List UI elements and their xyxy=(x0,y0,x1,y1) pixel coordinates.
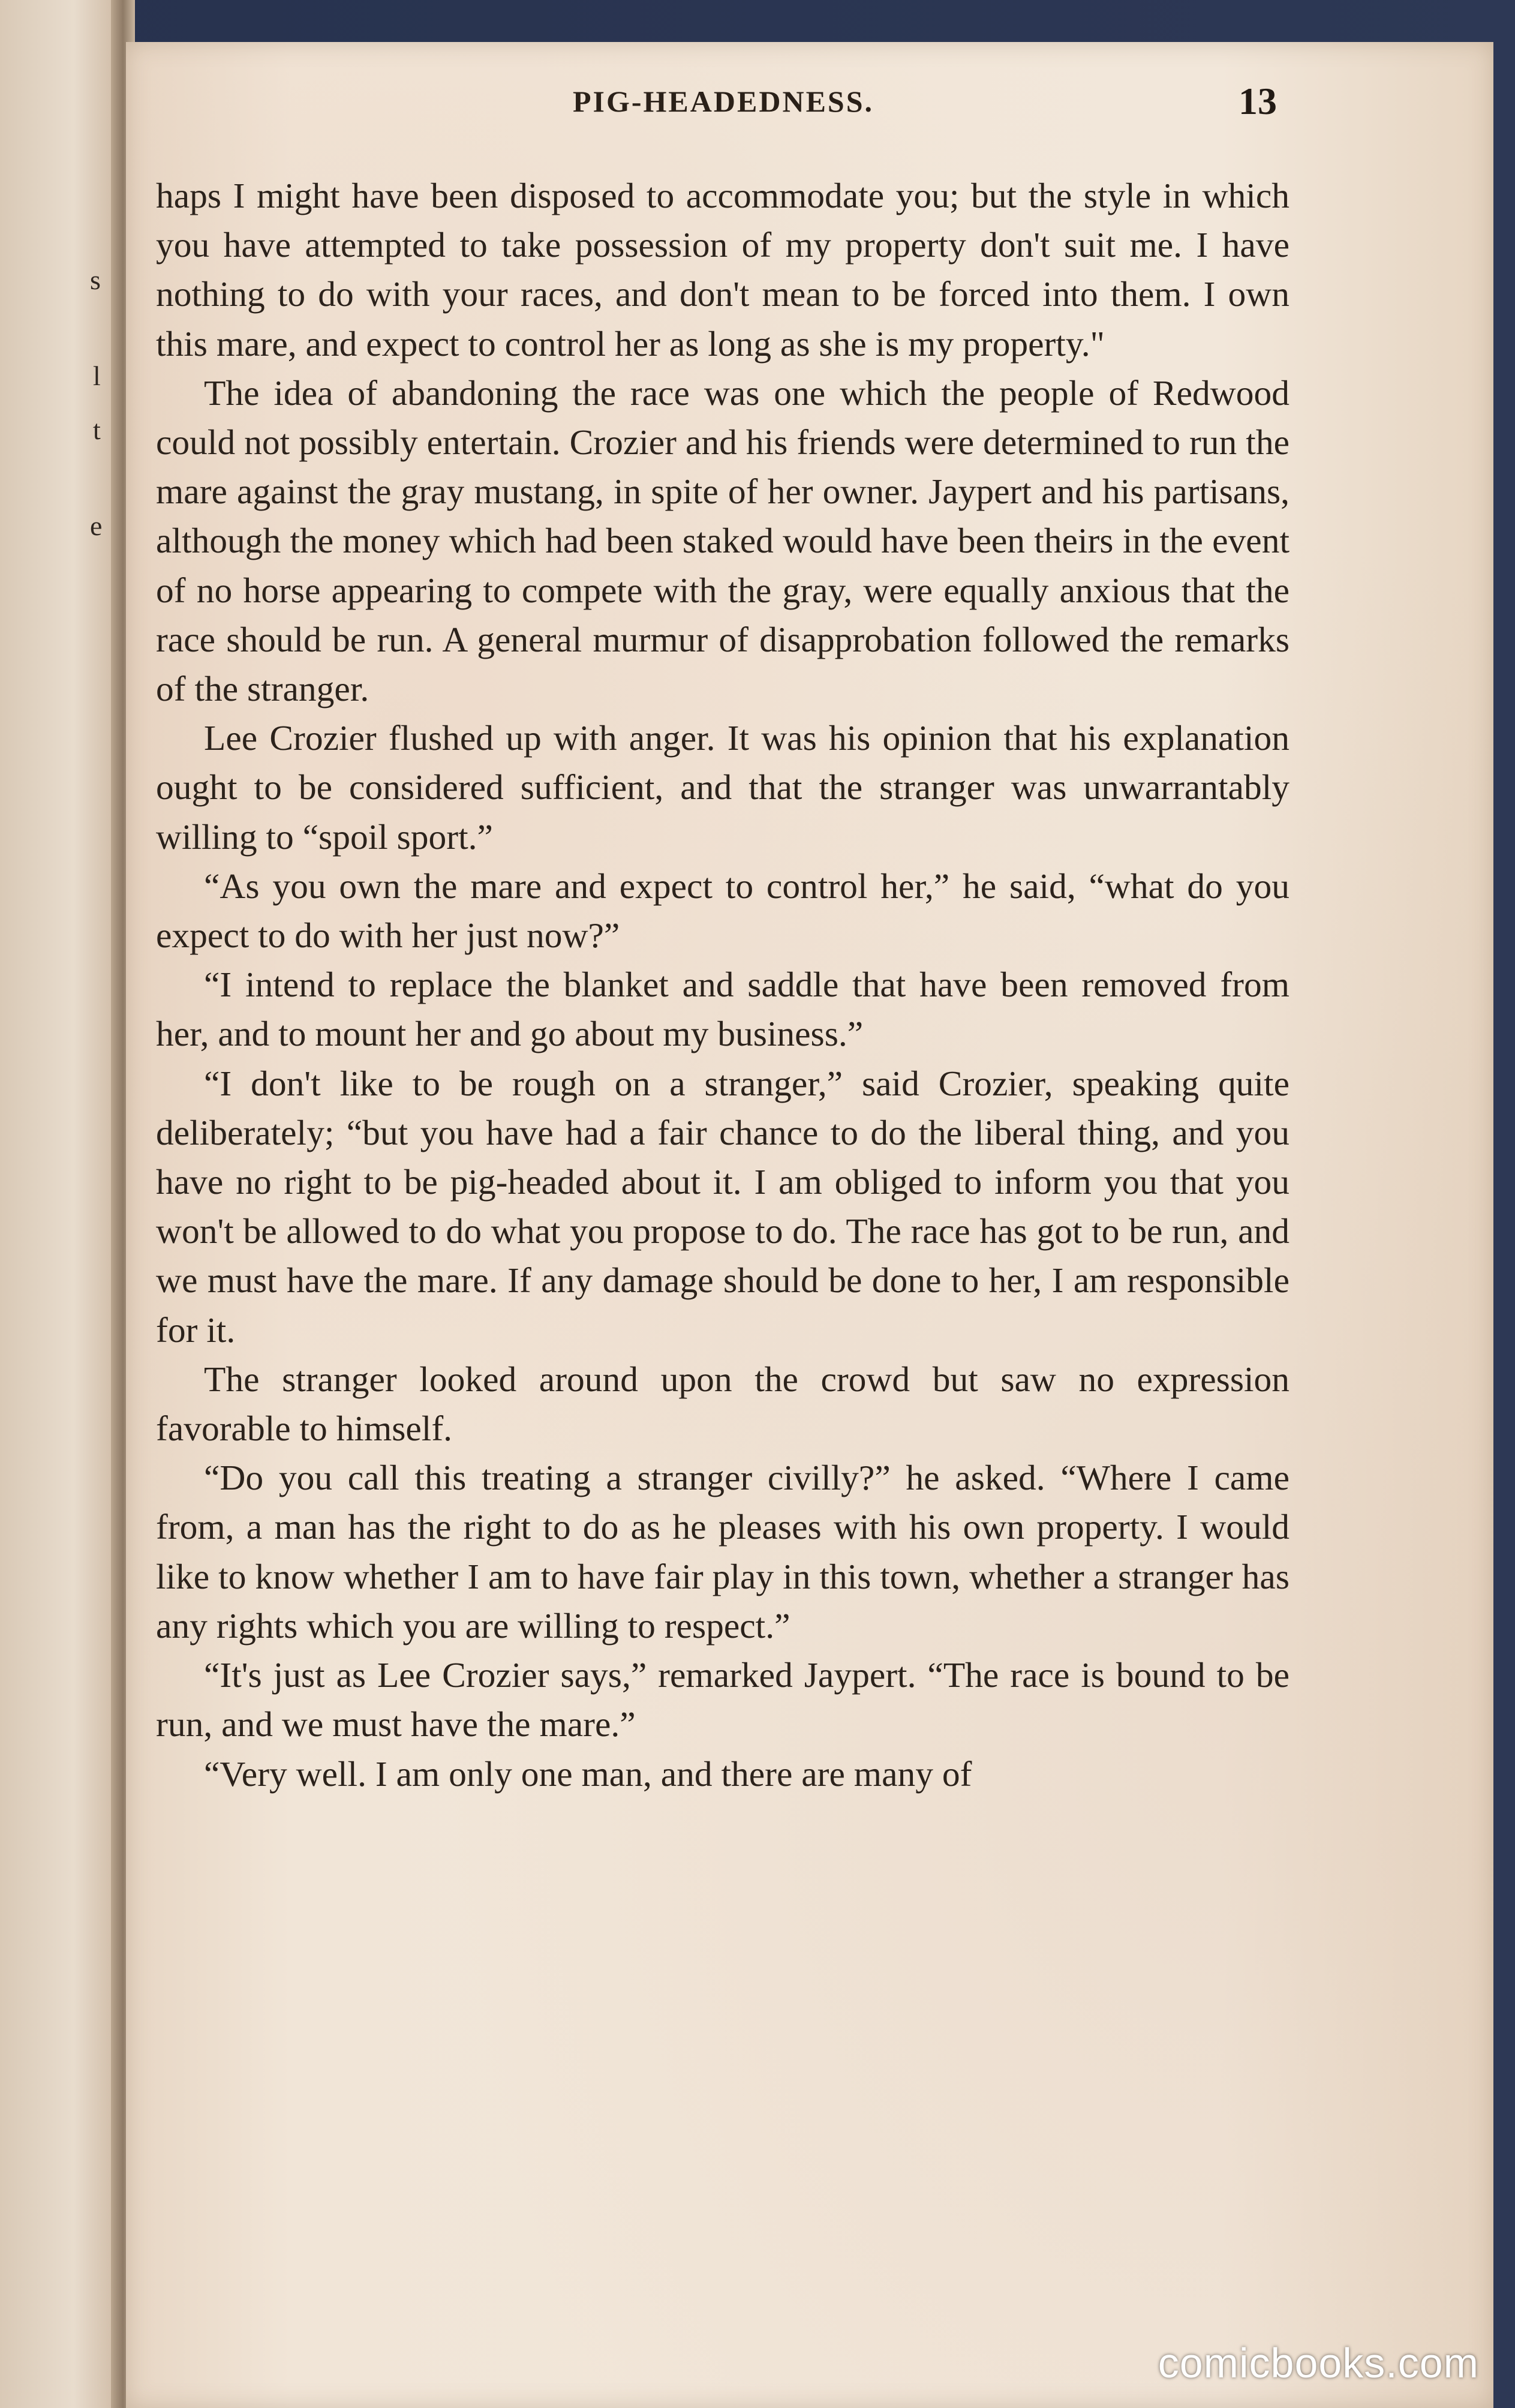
paragraph: Lee Crozier flushed up with anger. It was his opinion that his explanation ought to be considered sufficient, and that the stranger was unwarrantably willing to “spoil sport.” xyxy=(156,718,1289,857)
page-number: 13 xyxy=(1239,80,1277,122)
body-text xyxy=(156,171,1289,1799)
left-page-fragment: s xyxy=(90,265,101,295)
paragraph: “As you own the mare and expect to control her,” he said, “what do you expect to do with her just now?” xyxy=(156,866,1289,956)
paragraph: haps I might have been disposed to accommodate you; but the style in which you have attempted to take possession of my property don't suit me. I have nothing to do with your races, and don't mean to be forced into them. I own this mare, and expect to control her as long as she is my property." xyxy=(156,176,1289,364)
paragraph: “It's just as Lee Crozier says,” remarked Jaypert. “The race is bound to be run, and we must have the mare.” xyxy=(156,1655,1289,1745)
book-page xyxy=(126,42,1493,2408)
paragraph: “Do you call this treating a stranger civilly?” he asked. “Where I came from, a man has the right to do as he pleases with his own property. I would like to know whether I am to have fair play in this town, whether a stranger has any rights which you are willing to respect.” xyxy=(156,1458,1289,1646)
running-title: PIG-HEADEDNESS. xyxy=(573,85,874,118)
paragraph: “Very well. I am only one man, and there are many of xyxy=(204,1754,972,1794)
paragraph: “I don't like to be rough on a stranger,” said Crozier, speaking quite deliberately; “but you have had a fair chance to do the liberal thing, and you have no right to be pig-headed about it. I am obliged to inform you that you won't be allowed to do what you propose to do. The race has got to be run, and we must have the mare. If any damage should be done to her, I am responsible for it. xyxy=(156,1063,1289,1350)
left-page-fragment: e xyxy=(90,511,103,541)
previous-page-edge xyxy=(0,0,123,2408)
left-page-fragment: l xyxy=(93,361,101,391)
watermark: comicbooks.com xyxy=(1158,2340,1479,2386)
running-head xyxy=(126,80,1493,126)
paragraph: The stranger looked around upon the crowd but saw no expression favorable to himself. xyxy=(156,1359,1289,1449)
paragraph: “I intend to replace the blanket and saddle that have been removed from her, and to mount her and go about my business.” xyxy=(156,965,1289,1054)
left-page-fragment: t xyxy=(93,415,101,445)
paragraph: The idea of abandoning the race was one which the people of Redwood could not possibly entertain. Crozier and his friends were determined to run the mare against the gray mustang, in spite of her owner. Jaypert and his partisans, although the money which had been staked would have been theirs in the event of no horse appearing to compete with the gray, were equally anxious that the race should be run. A general murmur of disapprobation followed the remarks of the stranger. xyxy=(156,373,1289,709)
